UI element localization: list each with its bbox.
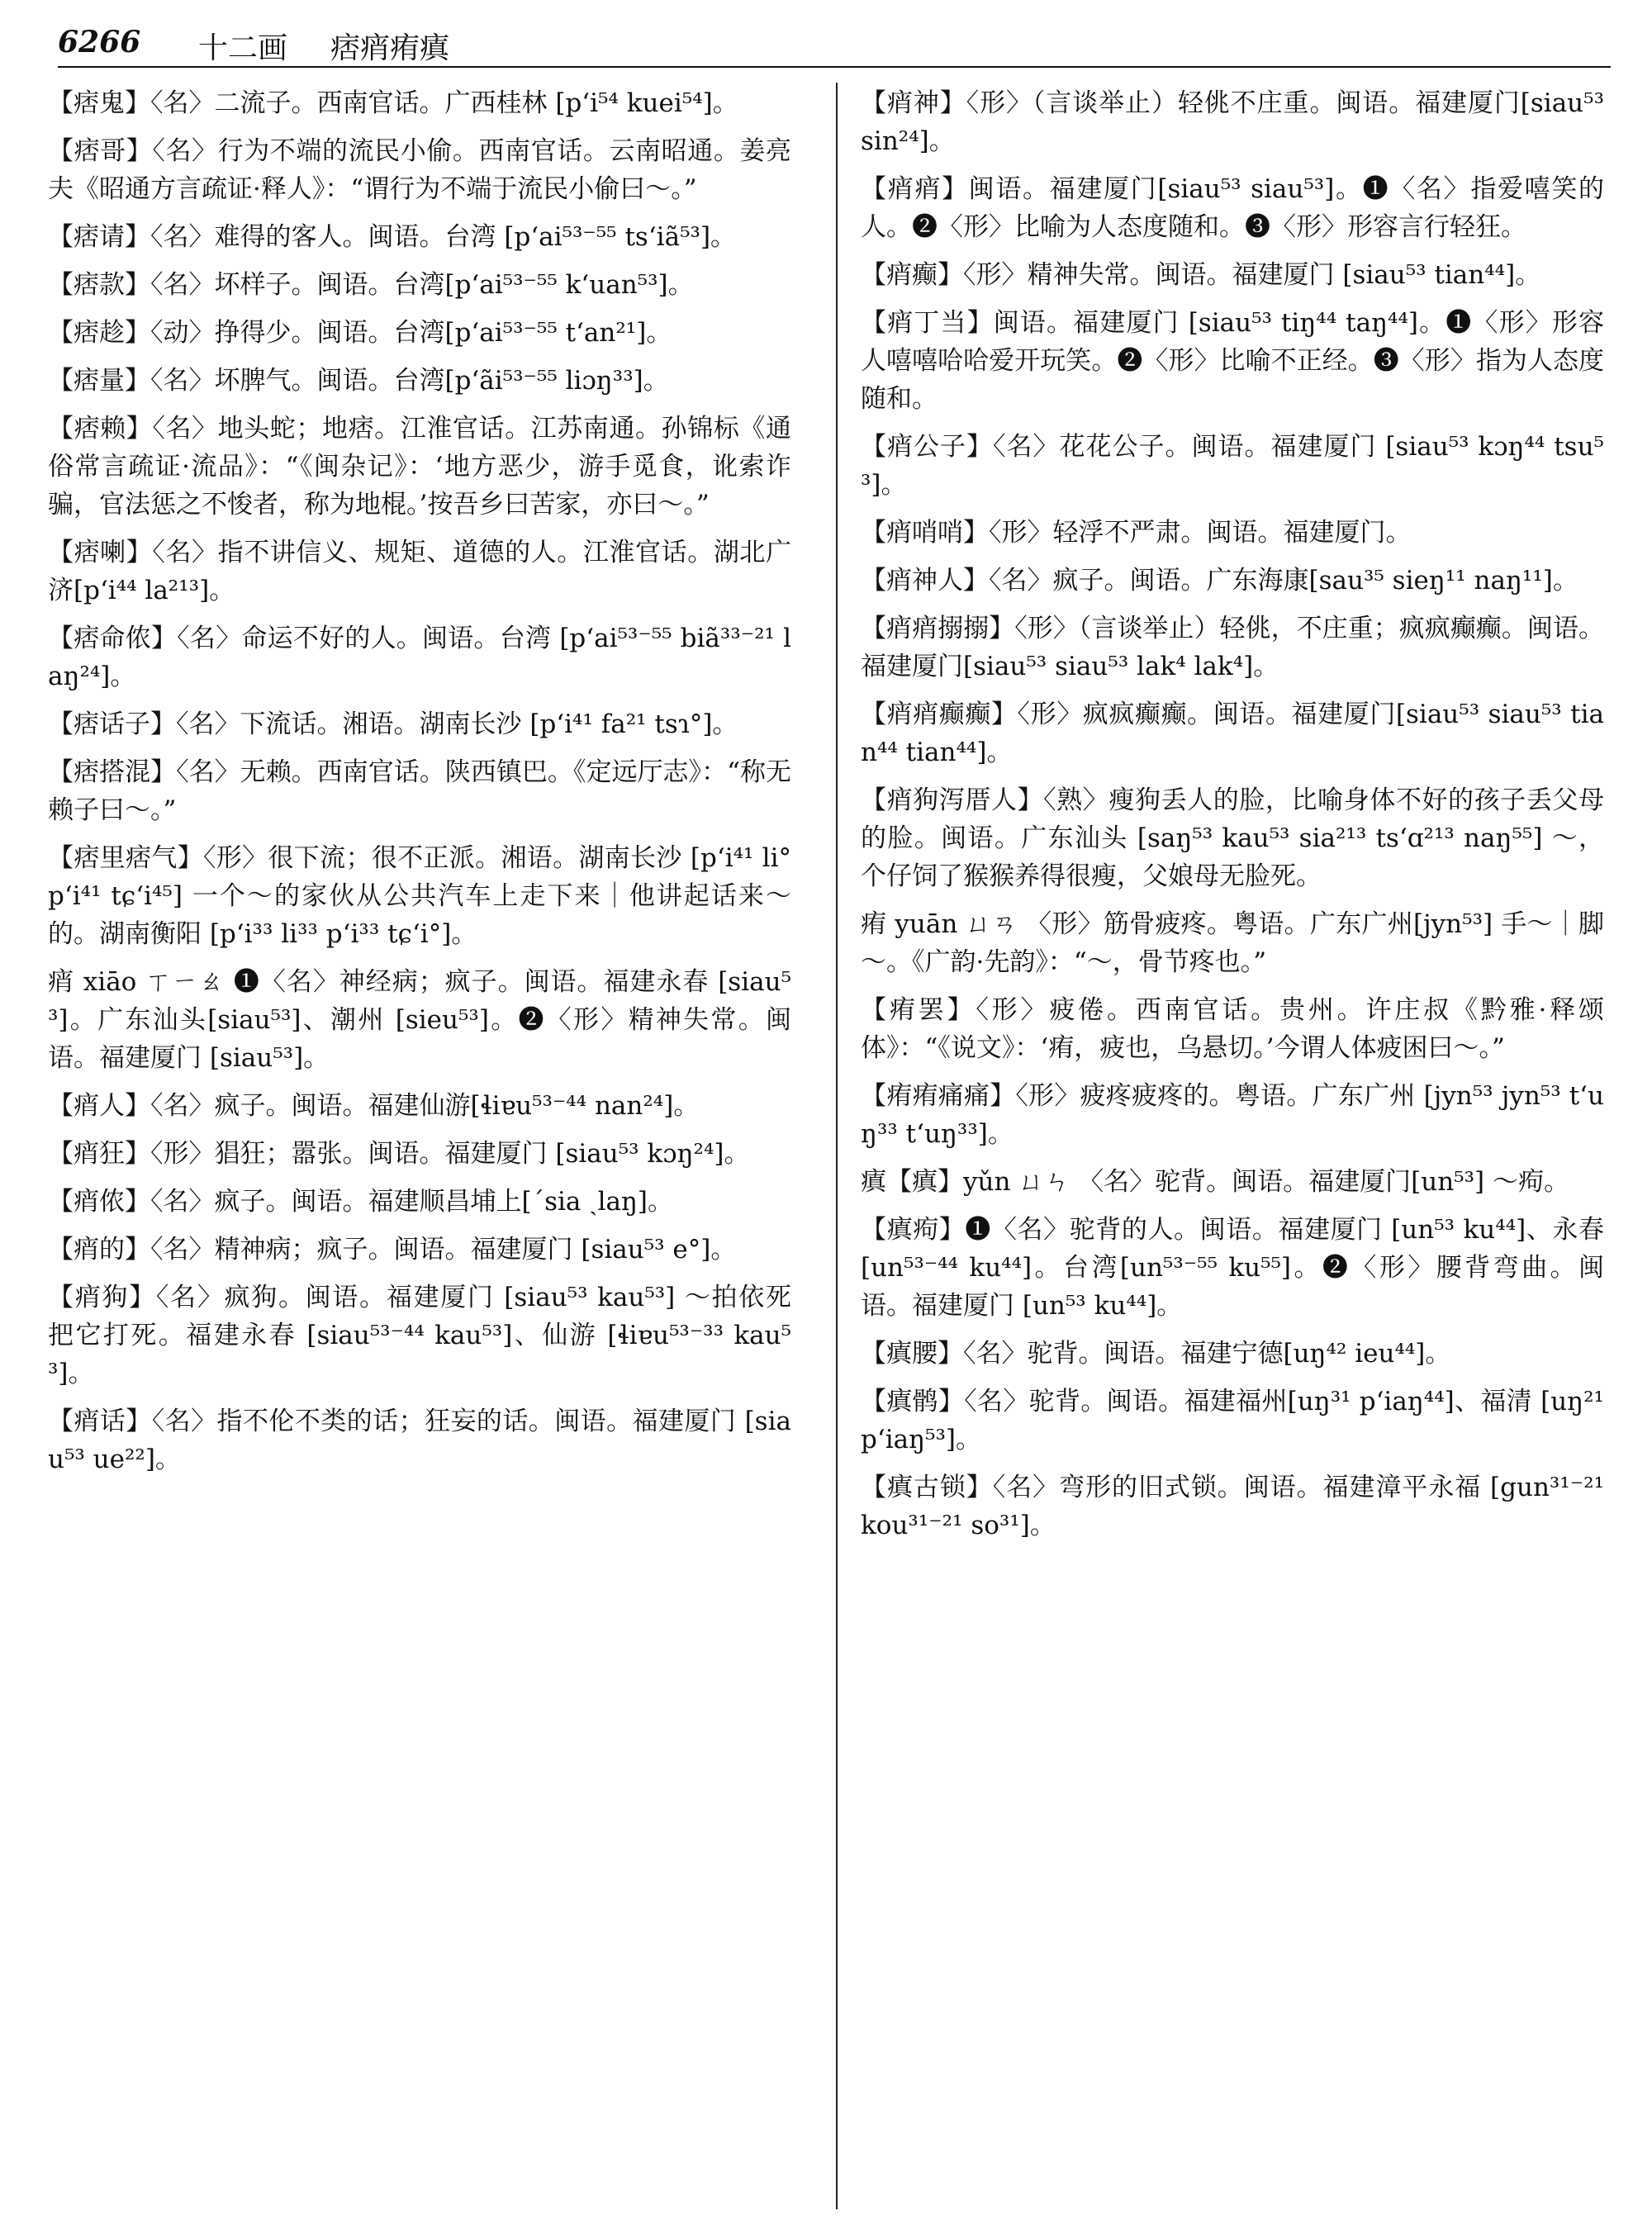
dictionary-entry: 【痟痟搦搦】〈形〉（言谈举止）轻佻，不庄重；疯疯癫癫。闽语。福建厦门[siau⁵³ siau⁵³ lak⁴ lak⁴]。 xyxy=(861,614,1604,681)
dictionary-entry: 【痟人】〈名〉疯子。闽语。福建仙游[ɬiɐu⁵³⁻⁴⁴ nan²⁴]。 xyxy=(48,1091,700,1121)
dictionary-entry: 【痞哥】〈名〉行为不端的流民小偷。西南官话。云南昭通。姜亮夫《昭通方言疏证·释人》：“谓行为不端于流民小偷曰～。” xyxy=(48,136,791,204)
header-rule xyxy=(58,66,1611,68)
dictionary-entry: 【痟哨哨】〈形〉轻浮不严肃。闽语。福建厦门。 xyxy=(861,518,1412,548)
dictionary-entry: 【痞鬼】〈名〉二流子。西南官话。广西桂林 [pʻi⁵⁴ kuei⁵⁴]。 xyxy=(48,88,738,118)
page-subtitle: 痞痟痏瘨 xyxy=(330,31,450,65)
dictionary-entry: 【痟狗】〈名〉疯狗。闽语。福建厦门 [siau⁵³ kau⁵³] ～拍依死 把它打死。福建永春 [siau⁵³⁻⁴⁴ kau⁵³]、仙游 [ɬiɐu⁵³⁻³³ kau⁵³]。 xyxy=(48,1283,791,1388)
dictionary-entry: 【痞请】〈名〉难得的客人。闽语。台湾 [pʻai⁵³⁻⁵⁵ tsʻiã⁵³]。 xyxy=(48,222,737,252)
dictionary-entry: 瘨【瘨】yǔn ㄩㄣ 〈名〉驼背。闽语。福建厦门[un⁵³] ～痀。 xyxy=(861,1167,1569,1197)
dictionary-entry: 【瘨鹘】〈名〉驼背。闽语。福建福州[uŋ³¹ pʻiaŋ⁴⁴]、福清 [uŋ²¹ pʻiaŋ⁵³]。 xyxy=(861,1387,1604,1454)
dictionary-entry: 【瘨痀】❶〈名〉驼背的人。闽语。福建厦门 [un⁵³ ku⁴⁴]、永春[un⁵³⁻⁴⁴ ku⁴⁴]。台湾[un⁵³⁻⁵⁵ ku⁵⁵]。❷〈形〉腰背弯曲。闽语。福建厦门 [un⁵³ ku⁴⁴]。 xyxy=(861,1215,1604,1321)
dictionary-entry: 【痞话子】〈名〉下流话。湘语。湖南长沙 [pʻi⁴¹ fa²¹ tsɿ°]。 xyxy=(48,709,738,739)
page-number: 6266 xyxy=(58,25,141,59)
dictionary-entry: 【痞趁】〈动〉挣得少。闽语。台湾[pʻai⁵³⁻⁵⁵ tʻan²¹]。 xyxy=(48,318,672,348)
page-header xyxy=(58,18,1611,66)
dictionary-entry: 【痟的】〈名〉精神病；疯子。闽语。福建厦门 [siau⁵³ e°]。 xyxy=(48,1235,737,1264)
right-column xyxy=(861,84,1604,2207)
dictionary-entry: 【痟狗泻厝人】〈熟〉瘦狗丢人的脸，比喻身体不好的孩子丢父母的脸。闽语。广东汕头 [saŋ⁵³ kau⁵³ sia²¹³ tsʻɑ²¹³ naŋ⁵⁵] ～，个仔饲了猴猴养得很瘦，父娘母无脸死。 xyxy=(861,785,1604,891)
dictionary-entry: 【痏罢】〈形〉疲倦。西南官话。贵州。许庄叔《黔雅·释颂体》：“《说文》：‘痏，疲也，乌悬切。’今谓人体疲困曰～。” xyxy=(861,995,1604,1063)
dictionary-entry: 【痞搭混】〈名〉无赖。西南官话。陕西镇巴。《定远厅志》：“称无赖子曰～。” xyxy=(48,757,791,825)
dictionary-entry: 【痟丁当】闽语。福建厦门 [siau⁵³ tiŋ⁴⁴ taŋ⁴⁴]。❶〈形〉形容人嘻嘻哈哈爱开玩笑。❷〈形〉比喻不正经。❸〈形〉指为人态度随和。 xyxy=(861,308,1604,414)
dictionary-entry: 【痞喇】〈名〉指不讲信义、规矩、道德的人。江淮官话。湖北广济[pʻi⁴⁴ la²¹³]。 xyxy=(48,538,791,605)
dictionary-entry: 痟 xiāo ㄒㄧㄠ ❶〈名〉神经病；疯子。闽语。福建永春 [siau⁵³]。广东汕头[siau⁵³]、潮州 [sieu⁵³]。❷〈形〉精神失常。闽语。福建厦门 [siau⁵³]。 xyxy=(48,967,791,1073)
dictionary-entry: 【痟神人】〈名〉疯子。闽语。广东海康[sau³⁵ sieŋ¹¹ naŋ¹¹]。 xyxy=(861,566,1578,595)
dictionary-entry: 【痞量】〈名〉坏脾气。闽语。台湾[pʻãi⁵³⁻⁵⁵ liɔŋ³³]。 xyxy=(48,366,669,396)
section-label: 十二画 xyxy=(198,31,288,65)
dictionary-entry: 【痞命侬】〈名〉命运不好的人。闽语。台湾 [pʻai⁵³⁻⁵⁵ biã³³⁻²¹ laŋ²⁴]。 xyxy=(48,624,791,691)
dictionary-entry: 【痞款】〈名〉坏样子。闽语。台湾[pʻai⁵³⁻⁵⁵ kʻuan⁵³]。 xyxy=(48,270,694,300)
dictionary-entry: 【痟癫】〈形〉精神失常。闽语。福建厦门 [siau⁵³ tian⁴⁴]。 xyxy=(861,260,1541,290)
dictionary-entry: 【痟痟】闽语。福建厦门[siau⁵³ siau⁵³]。❶〈名〉指爱嘻笑的人。❷〈形〉比喻为人态度随和。❸〈形〉形容言行轻狂。 xyxy=(861,174,1604,242)
dictionary-entry: 【痟公子】〈名〉花花公子。闽语。福建厦门 [siau⁵³ kɔŋ⁴⁴ tsu⁵³]。 xyxy=(861,432,1604,500)
dictionary-entry: 【痏痏痛痛】〈形〉疲疼疲疼的。粤语。广东广州 [jyn⁵³ jyn⁵³ tʻuŋ³³ tʻuŋ³³]。 xyxy=(861,1081,1604,1149)
dictionary-entry: 【痞里痞气】〈形〉很下流；很不正派。湘语。湖南长沙 [pʻi⁴¹ li° pʻi⁴¹ tɕʻi⁴⁵] 一个～的家伙从公共汽车上走下来｜他讲起话来～的。湖南衡阳 [pʻi³³ li³³ pʻi³³ tɕʻi°]。 xyxy=(48,843,791,949)
dictionary-entry: 【痟话】〈名〉指不伦不类的话；狂妄的话。闽语。福建厦门 [siau⁵³ ue²²]。 xyxy=(48,1407,791,1474)
dictionary-entry: 【痞赖】〈名〉地头蛇；地痞。江淮官话。江苏南通。孙锦标《通俗常言疏证·流品》：“《闽杂记》：‘地方恶少，游手觅食，讹索诈骗，官法惩之不悛者，称为地棍。’按吾乡曰苦家，亦曰～。” xyxy=(48,414,791,520)
dictionary-entry: 【瘨腰】〈名〉驼背。闽语。福建宁德[uŋ⁴² ieu⁴⁴]。 xyxy=(861,1339,1451,1369)
left-column xyxy=(48,84,791,2207)
dictionary-entry: 【痟狂】〈形〉猖狂；嚣张。闽语。福建厦门 [siau⁵³ kɔŋ²⁴]。 xyxy=(48,1139,750,1169)
dictionary-entry: 【痟痟癫癫】〈形〉疯疯癫癫。闽语。福建厦门[siau⁵³ siau⁵³ tian⁴⁴ tian⁴⁴]。 xyxy=(861,700,1604,767)
dictionary-entry: 【痟神】〈形〉（言谈举止）轻佻不庄重。闽语。福建厦门[siau⁵³ sin²⁴]。 xyxy=(861,88,1604,156)
column-divider xyxy=(836,83,838,2209)
dictionary-entry: 【瘨古锁】〈名〉弯形的旧式锁。闽语。福建漳平永福 [gun³¹⁻²¹ kou³¹⁻²¹ so³¹]。 xyxy=(861,1473,1604,1540)
dictionary-entry: 【痟侬】〈名〉疯子。闽语。福建顺昌埔上[ˊsia ˏlaŋ]。 xyxy=(48,1187,674,1217)
dictionary-entry: 痏 yuān ㄩㄢ 〈形〉筋骨疲疼。粤语。广东广州[jyn⁵³] 手～｜脚～。《广韵·先韵》：“～，骨节疼也。” xyxy=(861,909,1604,977)
